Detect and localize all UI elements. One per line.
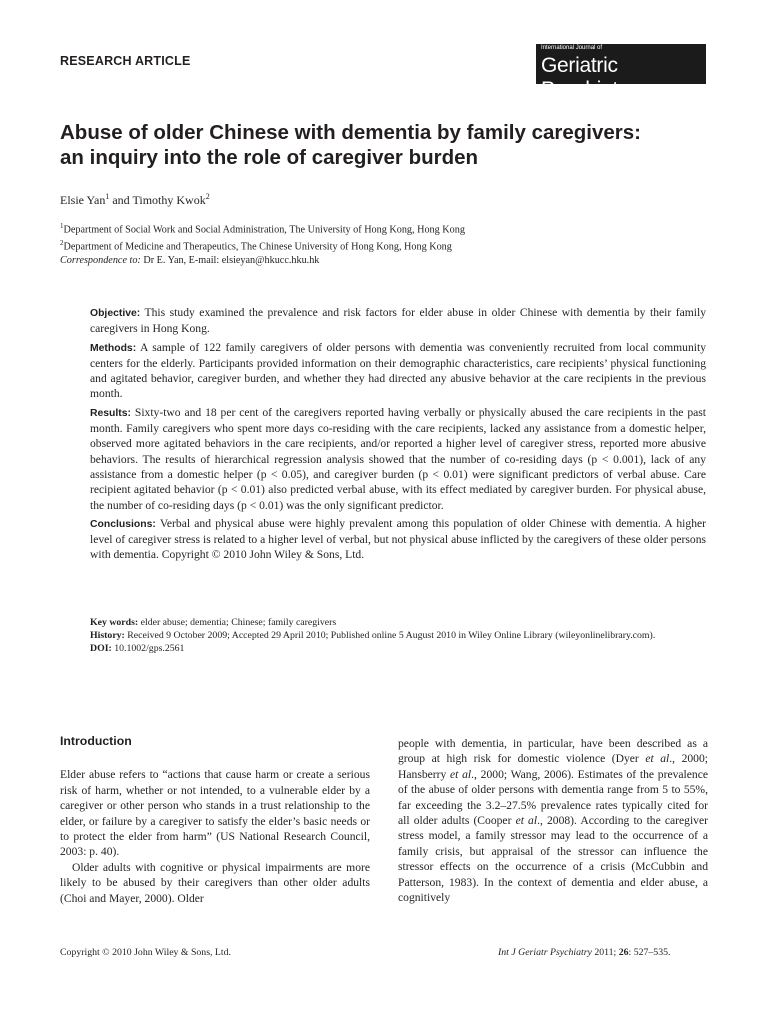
- body-text: ., 2000; Wang, 2006). Estimates of the prevalence of the abuse of older persons with dementia range from 5 to 55%, far exceeding the 3.2–27.5% prevalence rates typically cited for all older adults (Cooper: [398, 767, 708, 828]
- history: [90, 630, 706, 643]
- footer-citation: [498, 947, 670, 958]
- affiliations: [60, 220, 720, 267]
- body-column-left: [60, 734, 370, 906]
- author-name: Timothy Kwok: [132, 193, 206, 207]
- body-text: ., 2008). According to the caregiver stress model, a family stressor may lead to the occurrence of a family crisis, but appraisal of the stressor can influence the stressor effects on the occurrence of a crisis (McCubbin and Patterson, 1983). In the context of dementia and elder abuse, a cognitively: [398, 814, 708, 905]
- journal-logo-subtitle: International Journal of: [541, 45, 603, 51]
- affiliation-text: Department of Medicine and Therapeutics, The Chinese University of Hong Kong, Hong Kong: [63, 241, 452, 253]
- affiliation-mark: 2: [60, 238, 64, 247]
- doi-link[interactable]: 10.1002/gps.2561: [111, 642, 185, 654]
- footer-journal: Int J Geriatr Psychiatry: [498, 947, 592, 958]
- citation-et-al: et al: [450, 767, 472, 781]
- body-text: ., 2000; Hansberry: [398, 752, 708, 781]
- title-line-2: an inquiry into the role of caregiver burden: [60, 146, 479, 169]
- abstract-objective: [90, 305, 706, 337]
- body-paragraph: Elder abuse refers to “actions that cause harm or create a serious risk of harm, whether or not intended, to a vulnerable elder by a caregiver or other person who stands in a trust relationship to the elder, or failure by a caregiver to satisfy the elder’s basic needs or to protect the elder from harm” (US National Research Council, 2003: p. 40).: [60, 768, 370, 859]
- keywords: [90, 617, 706, 630]
- keywords-text: elder abuse; dementia; Chinese; family caregivers: [138, 617, 337, 628]
- affiliation-2: [60, 237, 720, 254]
- doi: [90, 643, 706, 656]
- abstract-text: A sample of 122 family caregivers of older persons with dementia was conveniently recruited from local community centers for the elderly. Participants provided information on their demographic characteristics, care recipients’ physical functioning and agitated behavior, caregiver burden, and whether they had directed any abusive behavior at the care recipients in the previous month.: [90, 340, 706, 401]
- author-list: [60, 192, 210, 208]
- journal-logo: [536, 44, 706, 101]
- body-text: people with dementia, in particular, have been described as a group at high risk for domestic violence (Dyer: [398, 737, 708, 766]
- journal-logo-name: Geriatric Psychiatry: [541, 54, 635, 101]
- body-column-right: [398, 736, 708, 905]
- affiliation-text: Department of Social Work and Social Administration, The University of Hong Kong, Hong Kong: [63, 224, 465, 236]
- author-connector: and: [109, 193, 133, 207]
- abstract-methods: [90, 340, 706, 402]
- footer-copyright: Copyright © 2010 John Wiley & Sons, Ltd.: [60, 947, 231, 958]
- author-affiliation-mark: 1: [105, 192, 110, 201]
- affiliation-mark: 1: [60, 222, 64, 230]
- section-heading-introduction: Introduction: [60, 734, 132, 748]
- citation-et-al: et al: [645, 752, 670, 766]
- footer-volume: 26: [618, 947, 629, 958]
- author-name: Elsie Yan: [60, 193, 106, 207]
- footer-pages: : 527–535.: [628, 947, 671, 958]
- abstract-text: This study examined the prevalence and risk factors for elder abuse in older Chinese with dementia by their family caregivers in Hong Kong.: [90, 306, 706, 336]
- abstract-results: [90, 405, 706, 513]
- keywords-label: Key words:: [90, 617, 139, 628]
- title-line-1: Abuse of older Chinese with dementia by family caregivers:: [60, 121, 641, 144]
- citation-et-al: et al: [515, 814, 538, 828]
- abstract: [90, 305, 706, 566]
- doi-label: DOI:: [90, 642, 112, 654]
- abstract-conclusions: [90, 516, 706, 563]
- body-paragraph: [398, 736, 708, 905]
- abstract-text: Sixty-two and 18 per cent of the caregivers reported having verbally or physically abused the care recipients in the past month. Family caregivers who spent more days co-residing with the care recipients, lacked any assistance from a domestic helper, observed more agitated behaviors in the care recipients, and/or reported a higher level of caregiver stress, reported more abusive behaviors. The results of hierarchical regression analysis showed that the number of co-residing days (p < 0.001), lack of any assistance from a domestic helper (p < 0.05), and caregiver burden (p < 0.01) were significant predictors of verbal abuse. Care recipient agitated behavior (p < 0.01) also predicted verbal abuse, with its effect mediated by caregiver burden. For physical abuse, the number of co-residing days (p < 0.01) was the only significant predictor.: [90, 405, 706, 512]
- correspondence: [60, 254, 720, 268]
- article-title: [60, 120, 720, 170]
- article-metadata: [90, 617, 706, 655]
- abstract-heading: Results:: [90, 407, 131, 419]
- abstract-heading: Conclusions:: [90, 518, 156, 530]
- abstract-text: Verbal and physical abuse were highly prevalent among this population of older Chinese with dementia. A higher level of caregiver stress is related to a higher level of verbal, but not physical abuse inflicted by the caregivers of these older persons with dementia. Copyright © 2010 John Wiley & Sons, Ltd.: [90, 516, 706, 562]
- abstract-heading: Objective:: [90, 308, 141, 319]
- correspondence-text: Dr E. Yan, E-mail: elsieyan@hkucc.hku.hk: [140, 254, 320, 266]
- author-affiliation-mark: 2: [205, 192, 210, 201]
- history-text: Received 9 October 2009; Accepted 29 April 2010; Published online 5 August 2010 in Wiley Online Library (wileyonlinelibrary.com).: [124, 629, 656, 641]
- affiliation-1: [60, 220, 720, 237]
- abstract-heading: Methods:: [90, 342, 137, 354]
- body-paragraph: Older adults with cognitive or physical impairments are more likely to be abused by their caregivers than other older adults (Choi and Mayer, 2000). Older: [60, 860, 370, 905]
- correspondence-label: Correspondence to:: [60, 254, 141, 266]
- history-label: History:: [90, 629, 125, 641]
- article-type-label: RESEARCH ARTICLE: [60, 54, 191, 68]
- footer-year: 2011;: [591, 947, 619, 958]
